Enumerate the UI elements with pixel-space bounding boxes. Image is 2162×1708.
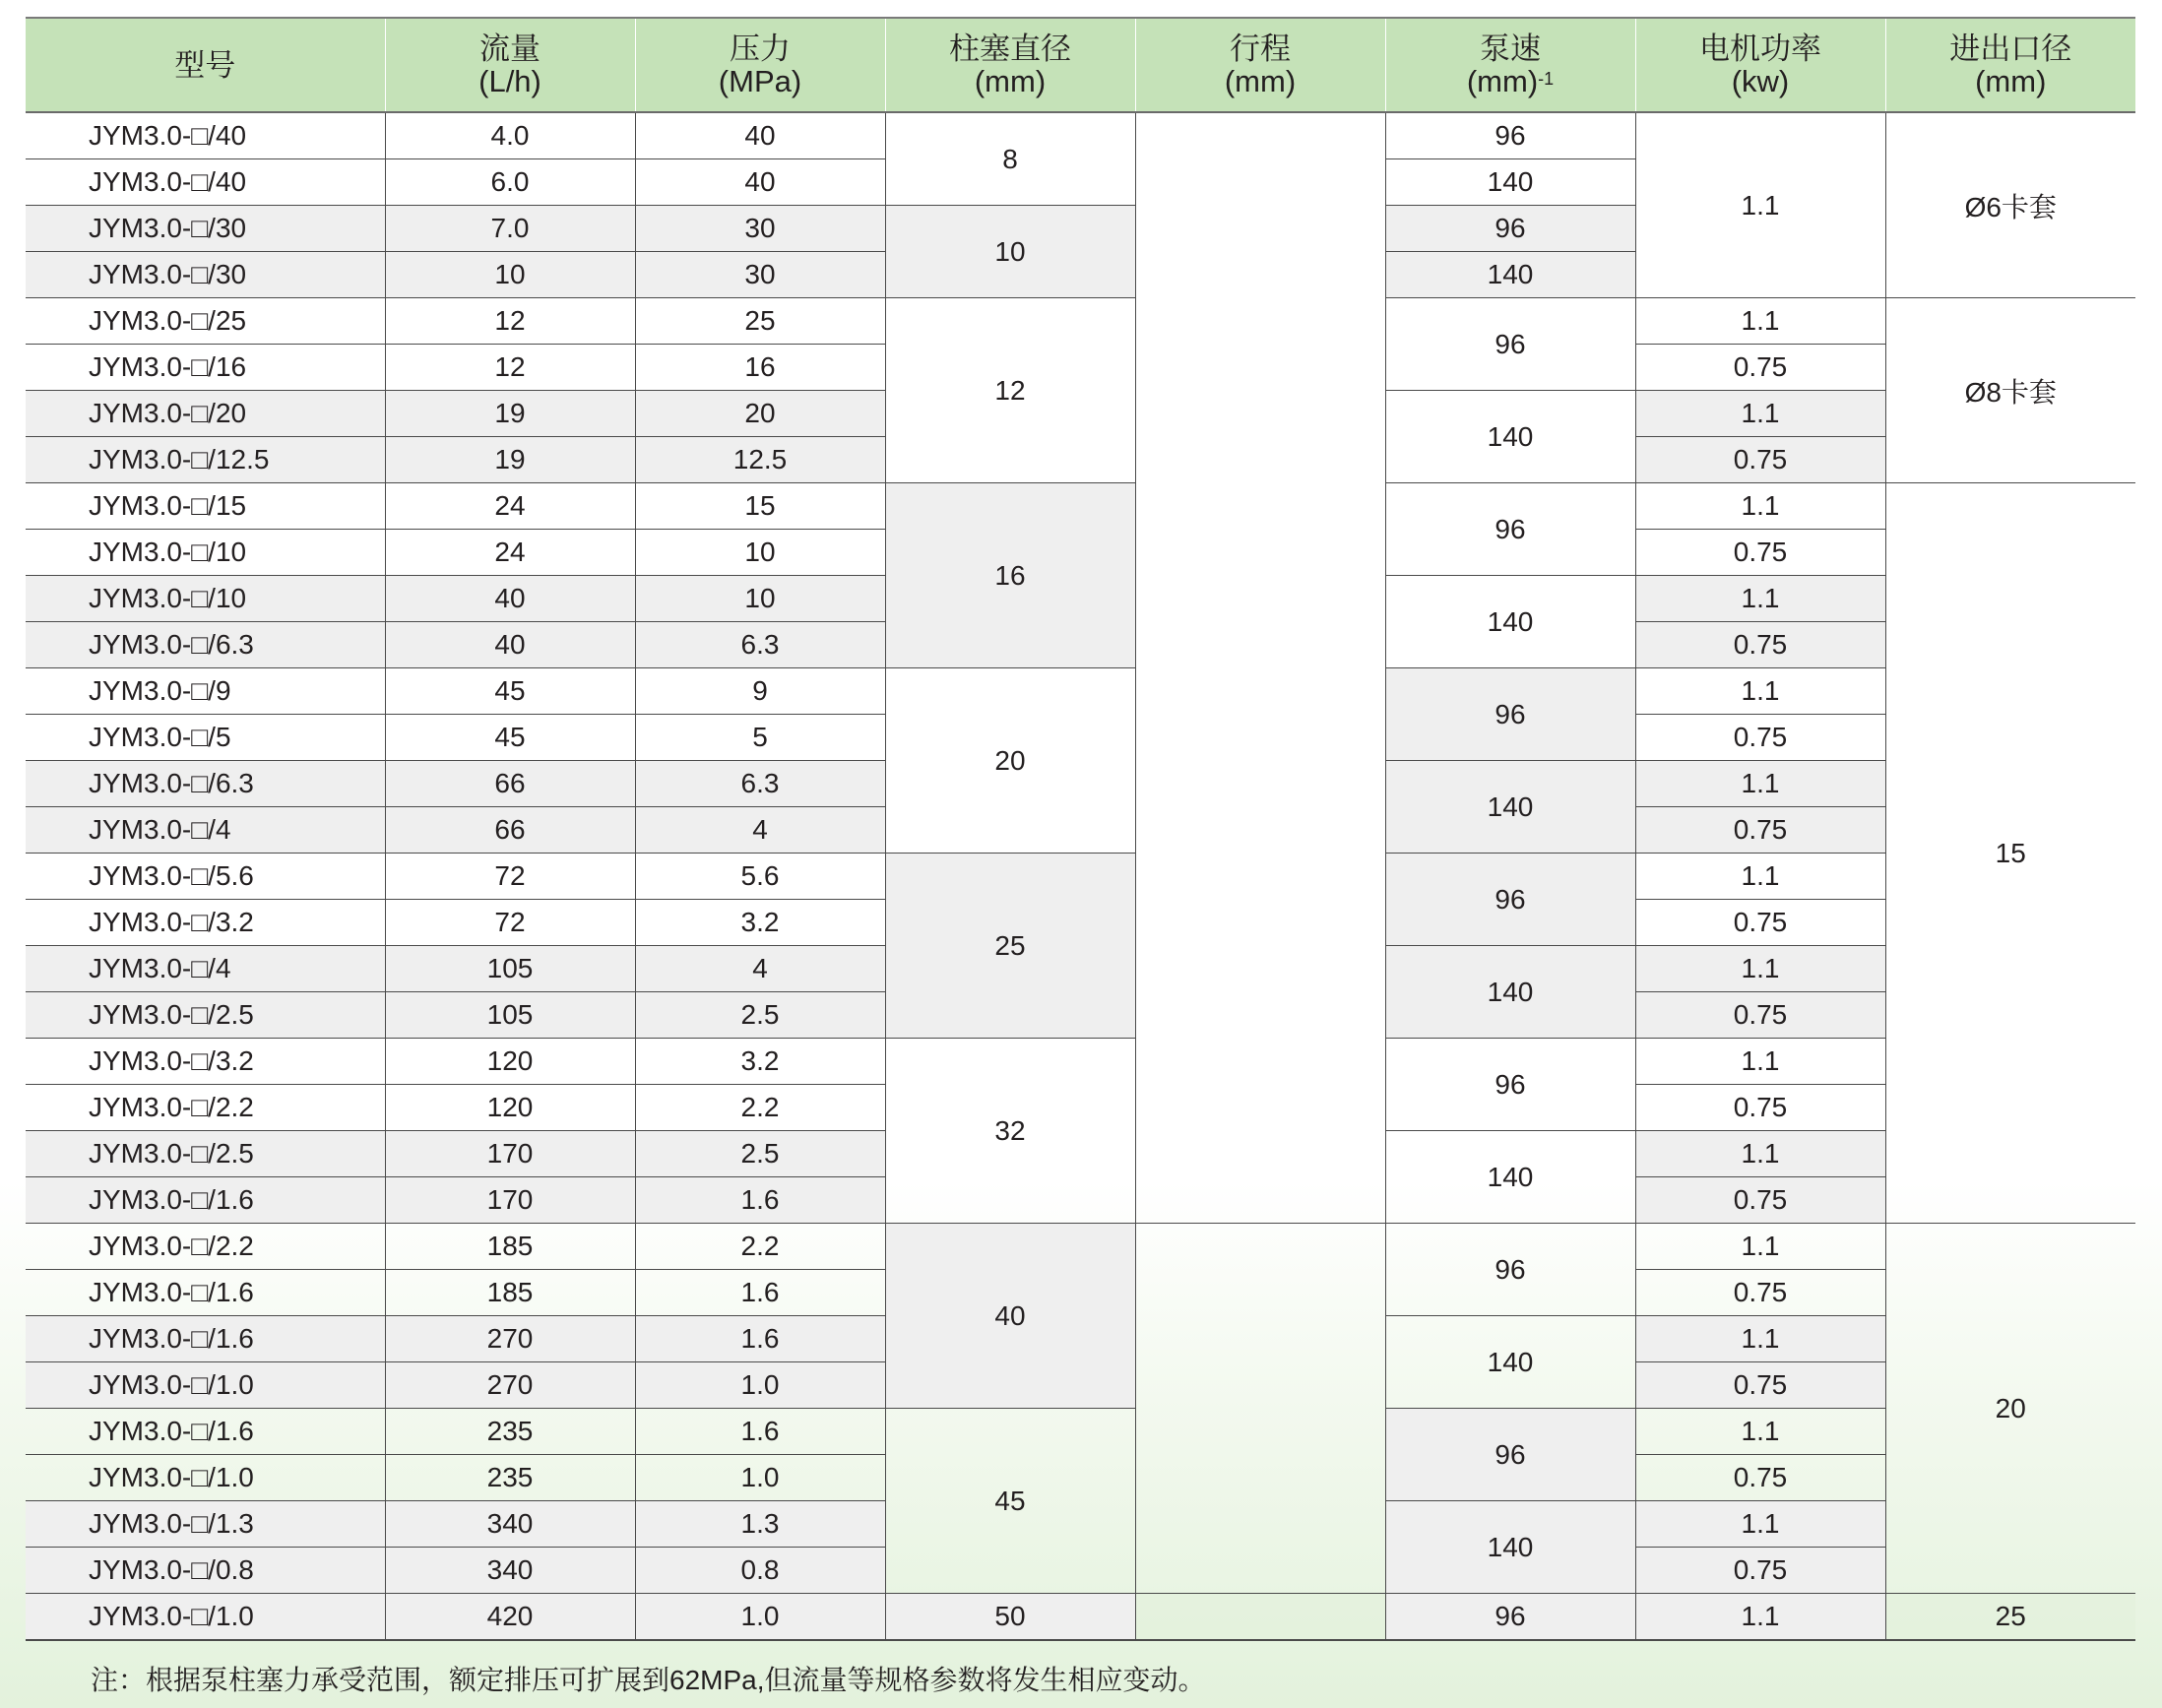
cell-flow: 420 (385, 1594, 635, 1641)
cell-pressure: 6.3 (635, 761, 885, 807)
header-row (26, 18, 2135, 112)
superscript-minus-one: -1 (1538, 69, 1555, 89)
cell-motor-power: 1.1 (1635, 854, 1885, 900)
cell-pump-speed: 140 (1385, 576, 1635, 668)
table-row (26, 1224, 2135, 1270)
cell-motor-power: 1.1 (1635, 1501, 1885, 1548)
cell-pressure: 1.0 (635, 1594, 885, 1641)
cell-pressure: 1.0 (635, 1455, 885, 1501)
table-row (26, 483, 2135, 530)
cell-flow: 340 (385, 1548, 635, 1594)
cell-port-size: 20 (1885, 1224, 2135, 1594)
cell-flow: 40 (385, 622, 635, 668)
cell-pressure: 40 (635, 159, 885, 206)
cell-pressure: 10 (635, 530, 885, 576)
header-pressure (635, 18, 885, 112)
cell-plunger-diameter: 45 (885, 1409, 1135, 1594)
table-row (26, 668, 2135, 715)
cell-pressure: 1.6 (635, 1270, 885, 1316)
cell-motor-power: 0.75 (1635, 1177, 1885, 1224)
cell-model: JYM3.0-□/3.2 (26, 1039, 385, 1085)
cell-flow: 12 (385, 345, 635, 391)
cell-flow: 45 (385, 715, 635, 761)
cell-model: JYM3.0-□/1.0 (26, 1362, 385, 1409)
cell-flow: 10 (385, 252, 635, 298)
cell-pump-speed: 140 (1385, 761, 1635, 854)
cell-pressure: 2.2 (635, 1224, 885, 1270)
header-pump-speed-label: 泵速 (1480, 32, 1541, 66)
cell-model: JYM3.0-□/12.5 (26, 437, 385, 483)
header-pump-speed-unit-text: (mm) (1466, 64, 1539, 98)
cell-flow: 105 (385, 992, 635, 1039)
cell-pressure: 0.8 (635, 1548, 885, 1594)
header-model-label: 型号 (174, 47, 236, 83)
cell-flow: 12 (385, 298, 635, 345)
cell-flow: 270 (385, 1316, 635, 1362)
cell-motor-power: 0.75 (1635, 807, 1885, 854)
cell-pressure: 4 (635, 946, 885, 992)
cell-pressure: 4 (635, 807, 885, 854)
header-pump-speed-unit (1386, 65, 1635, 97)
cell-pump-speed: 140 (1385, 159, 1635, 206)
cell-pump-speed: 96 (1385, 854, 1635, 946)
cell-flow: 170 (385, 1177, 635, 1224)
cell-flow: 235 (385, 1409, 635, 1455)
header-motor-power-label: 电机功率 (1699, 32, 1821, 66)
cell-model: JYM3.0-□/2.2 (26, 1085, 385, 1131)
cell-pressure: 1.3 (635, 1501, 885, 1548)
cell-motor-power: 0.75 (1635, 992, 1885, 1039)
header-stroke-label: 行程 (1230, 32, 1291, 66)
cell-pressure: 2.2 (635, 1085, 885, 1131)
cell-model: JYM3.0-□/4 (26, 946, 385, 992)
header-plunger-diameter-unit: (mm) (974, 64, 1047, 98)
cell-flow: 66 (385, 761, 635, 807)
cell-pump-speed: 96 (1385, 1409, 1635, 1501)
cell-plunger-diameter: 25 (885, 854, 1135, 1039)
cell-pressure: 12.5 (635, 437, 885, 483)
cell-motor-power: 0.75 (1635, 1270, 1885, 1316)
cell-stroke (1135, 1594, 1385, 1641)
cell-flow: 185 (385, 1270, 635, 1316)
header-motor-power (1635, 18, 1885, 112)
cell-model: JYM3.0-□/2.2 (26, 1224, 385, 1270)
cell-model: JYM3.0-□/1.6 (26, 1316, 385, 1362)
cell-pressure: 20 (635, 391, 885, 437)
cell-flow: 19 (385, 437, 635, 483)
cell-pressure: 5 (635, 715, 885, 761)
cell-pressure: 3.2 (635, 1039, 885, 1085)
cell-motor-power: 0.75 (1635, 1455, 1885, 1501)
header-flow-unit: (L/h) (478, 64, 541, 98)
cell-flow: 24 (385, 483, 635, 530)
cell-pressure: 40 (635, 112, 885, 159)
cell-model: JYM3.0-□/3.2 (26, 900, 385, 946)
cell-motor-power: 0.75 (1635, 1548, 1885, 1594)
cell-pump-speed: 140 (1385, 1316, 1635, 1409)
cell-pump-speed: 96 (1385, 112, 1635, 159)
cell-model: JYM3.0-□/40 (26, 159, 385, 206)
cell-model: JYM3.0-□/2.5 (26, 992, 385, 1039)
cell-model: JYM3.0-□/10 (26, 576, 385, 622)
cell-model: JYM3.0-□/16 (26, 345, 385, 391)
cell-flow: 72 (385, 854, 635, 900)
cell-model: JYM3.0-□/15 (26, 483, 385, 530)
cell-model: JYM3.0-□/25 (26, 298, 385, 345)
cell-pump-speed: 96 (1385, 298, 1635, 391)
table-row (26, 1409, 2135, 1455)
cell-port-size: 25 (1885, 1594, 2135, 1641)
cell-pressure: 2.5 (635, 1131, 885, 1177)
cell-pressure: 3.2 (635, 900, 885, 946)
cell-plunger-diameter: 16 (885, 483, 1135, 668)
cell-pump-speed: 96 (1385, 483, 1635, 576)
cell-motor-power: 1.1 (1635, 483, 1885, 530)
cell-motor-power: 1.1 (1635, 1224, 1885, 1270)
cell-flow: 45 (385, 668, 635, 715)
cell-flow: 40 (385, 576, 635, 622)
cell-plunger-diameter: 20 (885, 668, 1135, 854)
spec-body (26, 112, 2135, 1640)
cell-flow: 170 (385, 1131, 635, 1177)
cell-motor-power: 0.75 (1635, 715, 1885, 761)
cell-flow: 19 (385, 391, 635, 437)
cell-model: JYM3.0-□/2.5 (26, 1131, 385, 1177)
cell-pressure: 9 (635, 668, 885, 715)
table-row (26, 298, 2135, 345)
cell-flow: 120 (385, 1085, 635, 1131)
header-pump-speed (1385, 18, 1635, 112)
header-plunger-diameter (885, 18, 1135, 112)
cell-model: JYM3.0-□/1.0 (26, 1455, 385, 1501)
cell-pressure: 2.5 (635, 992, 885, 1039)
cell-model: JYM3.0-□/40 (26, 112, 385, 159)
cell-pump-speed: 140 (1385, 946, 1635, 1039)
cell-flow: 72 (385, 900, 635, 946)
cell-model: JYM3.0-□/5 (26, 715, 385, 761)
header-port-size (1885, 18, 2135, 112)
cell-motor-power: 0.75 (1635, 437, 1885, 483)
cell-model: JYM3.0-□/5.6 (26, 854, 385, 900)
cell-pump-speed: 96 (1385, 1594, 1635, 1641)
cell-motor-power: 0.75 (1635, 345, 1885, 391)
cell-motor-power: 1.1 (1635, 1409, 1885, 1455)
cell-flow: 340 (385, 1501, 635, 1548)
cell-model: JYM3.0-□/1.6 (26, 1270, 385, 1316)
cell-flow: 4.0 (385, 112, 635, 159)
header-model (26, 18, 385, 112)
cell-pressure: 6.3 (635, 622, 885, 668)
cell-model: JYM3.0-□/1.6 (26, 1177, 385, 1224)
footnote: 注：根据泵柱塞力承受范围，额定排压可扩展到62MPa,但流量等规格参数将发生相应变动。 (91, 1665, 1206, 1695)
cell-plunger-diameter: 12 (885, 298, 1135, 483)
header-stroke (1135, 18, 1385, 112)
header-pressure-unit: (MPa) (718, 64, 802, 98)
header-flow (385, 18, 635, 112)
cell-pressure: 1.6 (635, 1316, 885, 1362)
cell-model: JYM3.0-□/0.8 (26, 1548, 385, 1594)
header-pressure-label: 压力 (730, 32, 791, 66)
cell-flow: 6.0 (385, 159, 635, 206)
spec-table (26, 17, 2135, 1641)
header-plunger-diameter-label: 柱塞直径 (949, 32, 1071, 66)
cell-motor-power: 1.1 (1635, 946, 1885, 992)
cell-model: JYM3.0-□/20 (26, 391, 385, 437)
table-row (26, 1039, 2135, 1085)
cell-model: JYM3.0-□/1.3 (26, 1501, 385, 1548)
cell-stroke (1135, 1224, 1385, 1594)
cell-pressure: 1.6 (635, 1409, 885, 1455)
cell-motor-power: 0.75 (1635, 622, 1885, 668)
cell-pressure: 16 (635, 345, 885, 391)
cell-motor-power: 1.1 (1635, 576, 1885, 622)
cell-pressure: 1.6 (635, 1177, 885, 1224)
cell-port-size: 15 (1885, 483, 2135, 1224)
cell-model: JYM3.0-□/30 (26, 252, 385, 298)
cell-model: JYM3.0-□/1.6 (26, 1409, 385, 1455)
cell-pump-speed: 140 (1385, 391, 1635, 483)
cell-model: JYM3.0-□/30 (26, 206, 385, 252)
cell-pressure: 30 (635, 206, 885, 252)
cell-port-size: Ø8卡套 (1885, 298, 2135, 483)
cell-plunger-diameter: 50 (885, 1594, 1135, 1641)
cell-flow: 235 (385, 1455, 635, 1501)
cell-pressure: 25 (635, 298, 885, 345)
cell-pump-speed: 140 (1385, 1501, 1635, 1594)
cell-plunger-diameter: 40 (885, 1224, 1135, 1409)
cell-motor-power: 1.1 (1635, 1039, 1885, 1085)
cell-pump-speed: 140 (1385, 1131, 1635, 1224)
cell-motor-power: 1.1 (1635, 112, 1885, 298)
cell-model: JYM3.0-□/4 (26, 807, 385, 854)
cell-flow: 270 (385, 1362, 635, 1409)
cell-model: JYM3.0-□/1.0 (26, 1594, 385, 1641)
header-motor-power-unit: (kw) (1731, 64, 1790, 98)
cell-plunger-diameter: 10 (885, 206, 1135, 298)
table-row (26, 854, 2135, 900)
cell-motor-power: 1.1 (1635, 668, 1885, 715)
cell-motor-power: 1.1 (1635, 298, 1885, 345)
cell-motor-power: 0.75 (1635, 1085, 1885, 1131)
cell-model: JYM3.0-□/6.3 (26, 622, 385, 668)
header-flow-label: 流量 (479, 32, 540, 66)
cell-flow: 7.0 (385, 206, 635, 252)
cell-port-size: Ø6卡套 (1885, 112, 2135, 298)
cell-model: JYM3.0-□/6.3 (26, 761, 385, 807)
cell-pump-speed: 140 (1385, 252, 1635, 298)
cell-stroke (1135, 112, 1385, 1224)
header-port-size-unit: (mm) (1975, 64, 2047, 98)
cell-motor-power: 1.1 (1635, 761, 1885, 807)
cell-pressure: 15 (635, 483, 885, 530)
cell-pump-speed: 96 (1385, 1039, 1635, 1131)
cell-motor-power: 0.75 (1635, 530, 1885, 576)
cell-model: JYM3.0-□/9 (26, 668, 385, 715)
cell-flow: 185 (385, 1224, 635, 1270)
cell-pump-speed: 96 (1385, 1224, 1635, 1316)
header-stroke-unit: (mm) (1224, 64, 1297, 98)
cell-motor-power: 0.75 (1635, 900, 1885, 946)
cell-model: JYM3.0-□/10 (26, 530, 385, 576)
cell-motor-power: 1.1 (1635, 1316, 1885, 1362)
cell-plunger-diameter: 32 (885, 1039, 1135, 1224)
cell-flow: 24 (385, 530, 635, 576)
cell-pressure: 30 (635, 252, 885, 298)
cell-motor-power: 1.1 (1635, 1594, 1885, 1641)
cell-motor-power: 0.75 (1635, 1362, 1885, 1409)
cell-pressure: 1.0 (635, 1362, 885, 1409)
cell-plunger-diameter: 8 (885, 112, 1135, 206)
cell-motor-power: 1.1 (1635, 1131, 1885, 1177)
cell-flow: 105 (385, 946, 635, 992)
cell-flow: 66 (385, 807, 635, 854)
cell-pump-speed: 96 (1385, 668, 1635, 761)
cell-pressure: 10 (635, 576, 885, 622)
cell-flow: 120 (385, 1039, 635, 1085)
header-port-size-label: 进出口径 (1949, 32, 2072, 66)
cell-pressure: 5.6 (635, 854, 885, 900)
cell-pump-speed: 96 (1385, 206, 1635, 252)
table-row (26, 112, 2135, 159)
table-row (26, 1594, 2135, 1641)
cell-motor-power: 1.1 (1635, 391, 1885, 437)
